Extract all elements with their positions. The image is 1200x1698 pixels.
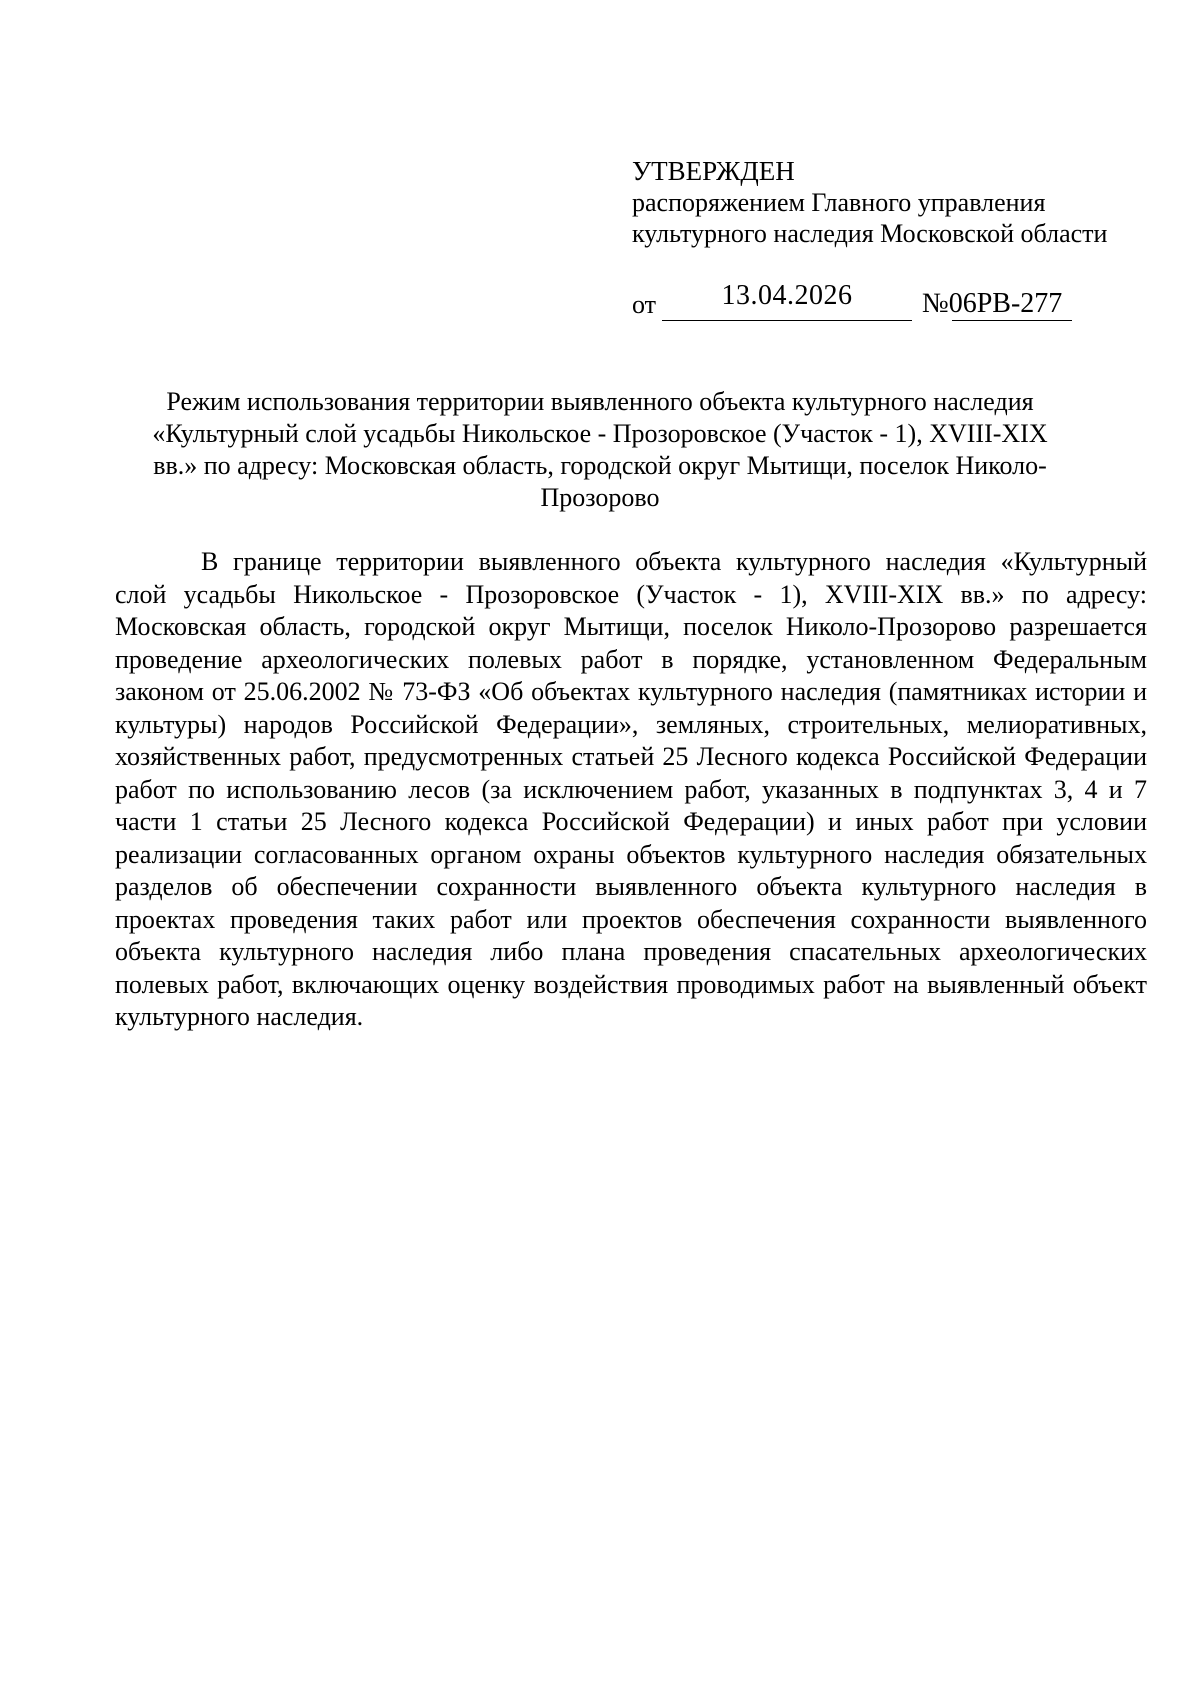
number-underline [952,320,1072,321]
order-from-label: от [632,290,657,319]
date-underline [662,320,912,321]
order-number-label: № [922,288,949,319]
approval-stamp: УТВЕРЖДЕН [632,156,795,186]
approval-line-1: распоряжением Главного управления [632,188,1046,217]
order-date-number [632,280,1152,320]
document-title: Режим использования территории выявленного объекта культурного наследия «Культурный слой усадьбы Никольское - Прозоровское (Участок - 1), XVIII-XIX вв.» по адресу: Московская область, городской округ Мытищи, поселок Николо-Прозорово [152,387,1048,512]
approval-line-2: культурного наследия Московской области [632,219,1108,248]
order-number: 06РВ-277 [948,288,1063,319]
order-date: 13.04.2026 [721,280,853,311]
body-paragraph: В границе территории выявленного объекта культурного наследия «Культурный слой усадьбы Никольское - Прозоровское (Участок - 1), XVIII-XIX вв.» по адресу: Московская область, городской округ Мытищи, поселок Николо-Прозорово разрешается проведение археологических полевых работ в порядке, установленном Федеральным законом от 25.06.2002 № 73-ФЗ «Об объектах культурного наследия (памятниках истории и культуры) народов Российской Федерации», земляных, строительных, мелиоративных, хозяйственных работ, предусмотренных статьей 25 Лесного кодекса Российской Федерации работ по использованию лесов (за исключением работ, указанных в подпунктах 3, 4 и 7 части 1 статьи 25 Лесного кодекса Российской Федерации) и иных работ при условии реализации согласованных органом охраны объектов культурного наследия обязательных разделов об обеспечении сохранности выявленного объекта культурного наследия в проектах проведения таких работ или проектов обеспечения сохранности выявленного объекта культурного наследия либо плана проведения спасательных археологических полевых работ, включающих оценку воздействия проводимых работ на выявленный объект культурного наследия. [115,547,1147,1031]
order-number-wrap [922,288,1062,320]
approval-block [632,156,1152,249]
